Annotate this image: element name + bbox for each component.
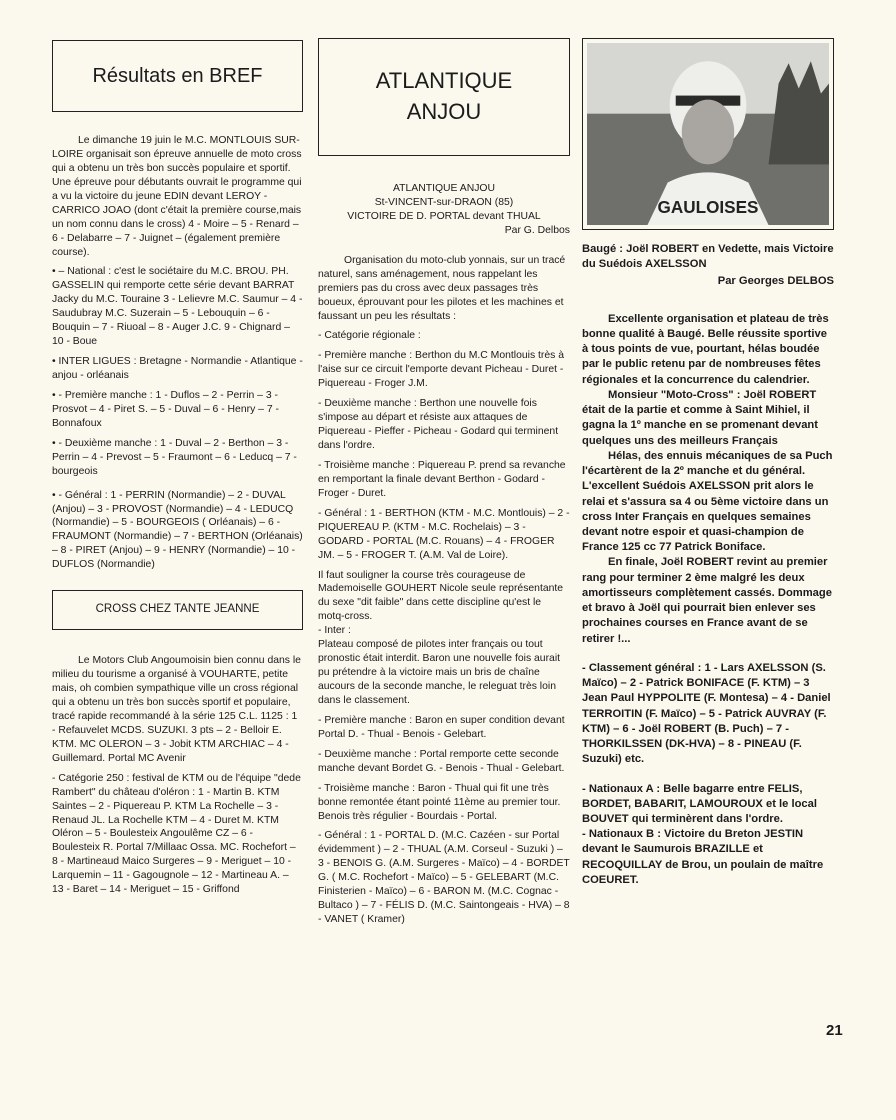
article-paragraph: - Première manche : Berthon du M.C Montlouis très à l'aise sur ce circuit l'emporte devant Picheau - Duret - Piquereau - Froger J.M. xyxy=(318,350,565,390)
article-paragraph: - Classement général : 1 - Lars AXELSSON (S. Maïco) – 2 - Patrick BONIFACE (F. KTM) – 3 Jean Paul HYPPOLITE (F. Montesa) – 4 - Daniel TERROITIN (F. Maïco) – 5 - Patrick AUVRAY (F. KTM) – 6 - Joël ROBERT (B. Puch) – 7 - THORKILSSEN (DK-HVA) – 8 - PINEAU (F. Suzuki) etc. xyxy=(582,661,831,766)
article-paragraph: - Nationaux B : Victoire du Breton JESTIN devant le Saumurois BRAZILLE et RECOQUILLAY de Brou, un poulain de maître COEURET. xyxy=(582,828,824,886)
article-paragraph: - Deuxième manche : Berthon une nouvelle fois s'impose au départ et résiste aux attaques de Piquereau - Pieffer - Picheau - Godard qui terminent dans l'ordre. xyxy=(318,398,559,451)
article-headline: Baugé : Joël ROBERT en Vedette, mais Victoire du Suédois AXELSSON xyxy=(582,243,834,271)
article-paragraph: - Général : 1 - BERTHON (KTM - M.C. Montlouis) – 2 - PIQUEREAU P. (KTM - M.C. Rochelais) – 3 - GODARD - PORTAL (M.C. Rouans) – 4 - FROGER JM. – 5 - FROGER T. (A.M. Val de Loire). xyxy=(318,507,570,561)
article-paragraph: Il faut souligner la course très courageuse de Mademoiselle GOUHERT Nicole seule représentante du sexe "dit faible" dans cette discipline qu'est le motq-cross. xyxy=(318,569,564,623)
column-middle xyxy=(318,38,570,933)
article-subtitle: St-VINCENT-sur-DRAON (85) xyxy=(374,196,514,208)
heading-line: ATLANTIQUE xyxy=(375,68,513,94)
article-paragraph: Le Motors Club Angoumoisin bien connu dans le milieu du tourisme a organisé à VOUHARTE, petite mais, oh combien sympathique ville un cross régional qui a obtenu un très bon succès sportif et populaire, tracé rapide recommandé à la série 125 C.L. 1125 : 1 - Refauvelet MCDS. SUZUKI. 3 pts – 2 - Belloir E. KTM. MC OLERON – 3 - Jobit KTM ARCHIAC – 4 - Guillemard. Portal MC Avenir xyxy=(52,655,301,764)
article-subtitle: ATLANTIQUE ANJOU xyxy=(393,183,495,194)
article-paragraph: • - Première manche : 1 - Duflos – 2 - Perrin – 3 - Prosvot – 4 - Piret S. – 5 - Duval – 6 - Henry – 7 - Bonnafoux xyxy=(52,389,279,429)
photo-frame xyxy=(582,38,834,230)
article-paragraph: Excellente organisation et plateau de très bonne qualité à Baugé. Belle réussite sportive à tous points de vue, pourtant, hélas boudée par le public retenu par de nombreuses fêtes régionales et la concurrence du calendrier. xyxy=(582,312,829,386)
section-heading-atlantique xyxy=(318,38,570,156)
article-paragraph: Organisation du moto-club yonnais, sur un tracé naturel, sans aménagement, nous rappelant les premiers pas du cross avec deux passages très boueux, éprouvant pour les pilotes et les machines et faussant un peu les résultats : xyxy=(318,254,566,322)
byline: Par G. Delbos xyxy=(504,224,570,236)
article-subtitle: VICTOIRE DE D. PORTAL devant THUAL xyxy=(347,210,541,222)
article-paragraph: En finale, Joël ROBERT revint au premier rang pour terminer 2 ème malgré les deux amortisseurs complètement cassés. Dommage et bravo à Joël qui pourrait bien enlever ses prochaines courses en France avant de se retirer !... xyxy=(582,556,832,645)
article-paragraph: Hélas, des ennuis mécaniques de sa Puch l'écartèrent de la 2º manche et du général. L'excellent Suédois AXELSSON prit alors le relai et s'assura sa 4 ou 5ème victoire dans un cross Inter Français en quelques semaines devant notre espoir et quasi-champion de France 125 cc 77 Patrick Boniface. xyxy=(582,449,833,554)
section-heading-resultats xyxy=(52,40,303,112)
article-paragraph: - Inter : xyxy=(318,625,351,637)
byline: Par Georges DELBOS xyxy=(717,275,834,288)
heading-text: Résultats en BREF xyxy=(92,64,263,87)
article-paragraph: • INTER LIGUES : Bretagne - Normandie - Atlantique -anjou - orléanais xyxy=(52,356,303,381)
column-left xyxy=(52,40,303,903)
article-paragraph: • – National : c'est le sociétaire du M.C. BROU. PH. GASSELIN qui remporte cette série devant BARRAT Jacky du M.C. Touraine 3 - Lelievre M.C. Saumur – 4 - Saudubray M.C. Suzerain – 5 - Lebouquin – 6 - Bouquin – 7 - Riuoal – 8 - Auger J.C. 9 - Chignard – 10 - Boue xyxy=(52,266,303,348)
article-paragraph: - Catégorie régionale : xyxy=(318,330,421,342)
article-paragraph: - Deuxième manche : Portal remporte cette seconde manche devant Bordet G. - Benois - Thual - Gelebart. xyxy=(318,748,565,774)
rider-photo xyxy=(587,43,829,225)
column-right xyxy=(582,38,834,894)
article-paragraph: - Général : 1 - PORTAL D. (M.C. Cazéen - sur Portal évidemment ) – 2 - THUAL (A.M. Corseul - Suzuki ) – 3 - BENOIS G. (A.M. Surgeres - Maïco) – 4 - BORDET G. ( M.C. Rochefort - Maïco) – 5 - GELEBART (M.C. Finisterien - Maïco) – 6 - BARON M. (M.C. Cognac - Bultaco ) – 7 - FÉLIS D. (M.C. Saintongeais - HVA) – 8 - VANET ( Kramer) xyxy=(318,830,570,926)
article-paragraph: - Première manche : Baron en super condition devant Portal D. - Thual - Benois - Gelebart. xyxy=(318,714,565,740)
heading-line: ANJOU xyxy=(406,99,482,124)
article-paragraph: • - Deuxième manche : 1 - Duval – 2 - Berthon – 3 - Perrin – 4 - Prevost – 5 - Fraumont – 6 - Leducq – 7 - bourgeois xyxy=(52,437,297,477)
article-paragraph: - Troisième manche : Baron - Thual qui fit une très bonne remontée étant pointé 11ème au premier tour. Benois très régulier - Bourdais - Portal. xyxy=(318,782,561,822)
article-paragraph: - Troisième manche : Piquereau P. prend sa revanche en remportant la finale devant Berthon - Godard - Froger - Duret. xyxy=(318,459,566,499)
article-paragraph: • - Général : 1 - PERRIN (Normandie) – 2 - DUVAL (Anjou) – 3 - PROVOST (Normandie) – 4 - LEDUCQ (Normandie) – 5 - BOURGEOIS ( Orléanais) – 6 - FRAUMONT (Normandie) – 7 - BERTHON (Orléanais) – 8 - PIRET (Anjou) – 9 - HENRY (Normandie) – 10 - DUFLOS (Normandie) xyxy=(52,489,303,571)
jersey-text: GAULOISES xyxy=(657,196,759,217)
article-paragraph: - Nationaux A : Belle bagarre entre FELIS, BORDET, BABARIT, LAMOUROUX et le local BOUVET qui terminèrent dans l'ordre. xyxy=(582,782,817,825)
heading-text: CROSS CHEZ TANTE JEANNE xyxy=(95,603,260,616)
article-paragraph: Plateau composé de pilotes inter français ou tout pronostic était interdit. Baron une nouvelle fois aurait pu prétendre à la victoire mais un bris de chaîne aucours de la seconde manche, le releguat très loin dans le classement. xyxy=(318,639,561,706)
section-heading-cross xyxy=(52,590,303,630)
article-paragraph: Le dimanche 19 juin le M.C. MONTLOUIS SUR-LOIRE organisait son épreuve annuelle de moto cross qui a obtenu un très bon succès populaire et sportif. Une épreuve pour débutants ouvrait le programme qui a vu la victoire du jeune EDIN devant LEROY - CARRICO JOAO (dont c'était la première course,mais un nom connu dans le cross) 4 - Moire – 5 - Renard – 6 - Delabarre – 7 - Juignet – (également première course). xyxy=(52,135,302,258)
page-number: 21 xyxy=(826,1022,843,1039)
article-paragraph: Monsieur "Moto-Cross" : Joël ROBERT était de la partie et comme à Saint Mihiel, il gagna la 1º manche en se promenant devant quelques uns des meilleurs Français xyxy=(582,388,818,447)
article-paragraph: - Catégorie 250 : festival de KTM ou de l'équipe "dede Rambert" du château d'oléron : 1 - Martin B. KTM Saintes – 2 - Piquereau P. KTM La Rochelle – 3 - Renaud JL. La Rochelle KTM – 4 - Duret M. KTM Oléron – 5 - Boulesteix Angoulême CZ – 6 - Boulesteix R. Portal 7/Millaac Ossa. MC. Rochefort – 8 - Martineaud Maico Surgeres – 9 - Meriguet – 10 - Larquemin – 11 - Gagougnole – 12 - Martineau A. – 13 - Baret – 14 - Meriguet – 15 - Griffond xyxy=(52,772,301,896)
